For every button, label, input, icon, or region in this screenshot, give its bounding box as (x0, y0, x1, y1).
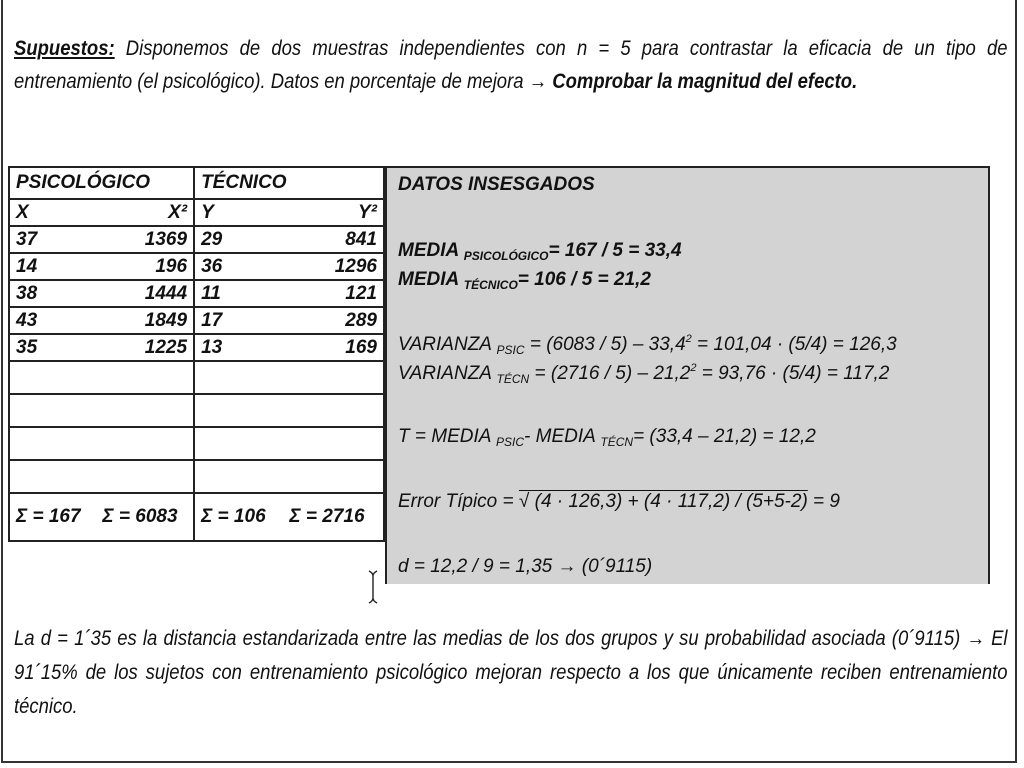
t-c: = (33,4 – 21,2) = 12,2 (633, 426, 816, 447)
cell-x: 35 (9, 334, 98, 361)
table-row (9, 226, 384, 253)
sub-psic: PSIC (496, 343, 525, 357)
varianza-label: VARIANZA (398, 363, 497, 384)
sum-y2: Σ = 2716 (285, 493, 384, 541)
col-header-x2: X² (98, 199, 194, 226)
varianza-psic-line (398, 333, 897, 357)
var-tec-b: = 93,76 · (5/4) = 117,2 (696, 363, 890, 384)
empty-cell (194, 427, 384, 460)
col-header-x: X (9, 199, 98, 226)
col-header-row (9, 199, 384, 226)
exponent: 2 (685, 333, 692, 345)
cell-x2: 1225 (98, 334, 194, 361)
cell-x: 14 (9, 253, 98, 280)
cell-x2: 1444 (98, 280, 194, 307)
media-psicologico-line (398, 240, 682, 263)
empty-cell (9, 394, 194, 427)
empty-cell (194, 394, 384, 427)
group-header-psicologico: PSICOLÓGICO (9, 167, 194, 199)
d-line: d = 12,2 / 9 = 1,35 → (0´9115) (398, 556, 653, 577)
col-header-y2: Y² (285, 199, 384, 226)
panel-title: DATOS INSESGADOS (398, 174, 595, 195)
group-header-row (9, 167, 384, 199)
sum-x2: Σ = 6083 (98, 493, 194, 541)
empty-cell (9, 427, 194, 460)
sub-psicologico: PSICOLÓGICO (463, 249, 549, 263)
cell-y: 17 (194, 307, 285, 334)
varianza-label: VARIANZA (398, 334, 497, 355)
cell-x2: 1849 (98, 307, 194, 334)
cell-x: 43 (9, 307, 98, 334)
empty-row (9, 460, 384, 493)
var-psic-b: = 101,04 · (5/4) = 126,3 (691, 334, 897, 355)
cell-y: 11 (194, 280, 285, 307)
intro-lead: Supuestos: (14, 37, 115, 60)
sub-tecnico: TÉCNICO (463, 278, 518, 292)
media-tecnico-line (398, 269, 651, 292)
intro-text: Disponemos de dos muestras independientes con n = 5 para contrastar la eficacia de un tipo de entrenamiento (el psicológico). Datos en porcentaje de mejora (14, 37, 1008, 93)
var-psic-a: = (6083 / 5) – 33,4 (524, 334, 686, 355)
col-header-y: Y (194, 199, 285, 226)
media-tec-value: = 106 / 5 = 21,2 (517, 269, 651, 290)
sub-tecn: TÉCN (496, 372, 530, 386)
cell-y2: 841 (285, 226, 384, 253)
conclusion-arrow: → (966, 627, 985, 650)
table-row (9, 334, 384, 361)
varianza-tecn-line (398, 362, 889, 386)
sum-x: Σ = 167 (9, 493, 98, 541)
cell-y: 13 (194, 334, 285, 361)
var-tec-a: = (2716 / 5) – 21,2 (529, 363, 691, 384)
sum-y: Σ = 106 (194, 493, 285, 541)
cell-y2: 289 (285, 307, 384, 334)
err-a: Error Típico = (398, 491, 519, 512)
t-b: - MEDIA (524, 426, 601, 447)
empty-row (9, 361, 384, 394)
group-header-tecnico: TÉCNICO (194, 167, 384, 199)
t-a: T = MEDIA (398, 426, 497, 447)
conclusion-text-b: El 91´15% de los sujetos con entrenamiento psicológico mejoran respecto a los que únicamente reciben entrenamiento técnico. (14, 627, 1008, 718)
empty-row (9, 394, 384, 427)
intro-arrow: → (528, 70, 548, 93)
media-psic-value: = 167 / 5 = 33,4 (548, 240, 682, 261)
cell-x: 38 (9, 280, 98, 307)
empty-cell (9, 361, 194, 394)
conclusion-paragraph (14, 622, 1008, 724)
sub-psic: PSIC (496, 435, 525, 449)
conclusion-text-a: La d = 1´35 es la distancia estandarizada entre las medias de los dos grupos y su probabilidad asociada (0´9115) (14, 627, 967, 650)
table-row (9, 307, 384, 334)
media-label: MEDIA (398, 269, 464, 290)
intro-bold-tail: Comprobar la magnitud del efecto. (547, 70, 858, 93)
sqrt-expression: √ (4 · 126,3) + (4 · 117,2) / (5+5-2) (518, 491, 808, 512)
empty-cell (194, 460, 384, 493)
sum-row (9, 493, 384, 541)
sub-tecn: TÉCN (600, 435, 634, 449)
table-row (9, 253, 384, 280)
exponent: 2 (690, 362, 697, 374)
t-line (398, 426, 816, 449)
error-tipico-line (398, 491, 840, 513)
cell-y2: 169 (285, 334, 384, 361)
cell-y2: 121 (285, 280, 384, 307)
cell-y2: 1296 (285, 253, 384, 280)
media-label: MEDIA (398, 240, 464, 261)
cell-y: 36 (194, 253, 285, 280)
text-cursor-icon (368, 570, 378, 604)
empty-cell (9, 460, 194, 493)
table-row (9, 280, 384, 307)
intro-paragraph (14, 32, 1008, 98)
cell-x: 37 (9, 226, 98, 253)
cell-y: 29 (194, 226, 285, 253)
empty-row (9, 427, 384, 460)
cell-x2: 1369 (98, 226, 194, 253)
err-c: = 9 (807, 491, 841, 512)
unbiased-data-panel (385, 166, 990, 584)
data-table (8, 166, 385, 542)
cell-x2: 196 (98, 253, 194, 280)
empty-cell (194, 361, 384, 394)
